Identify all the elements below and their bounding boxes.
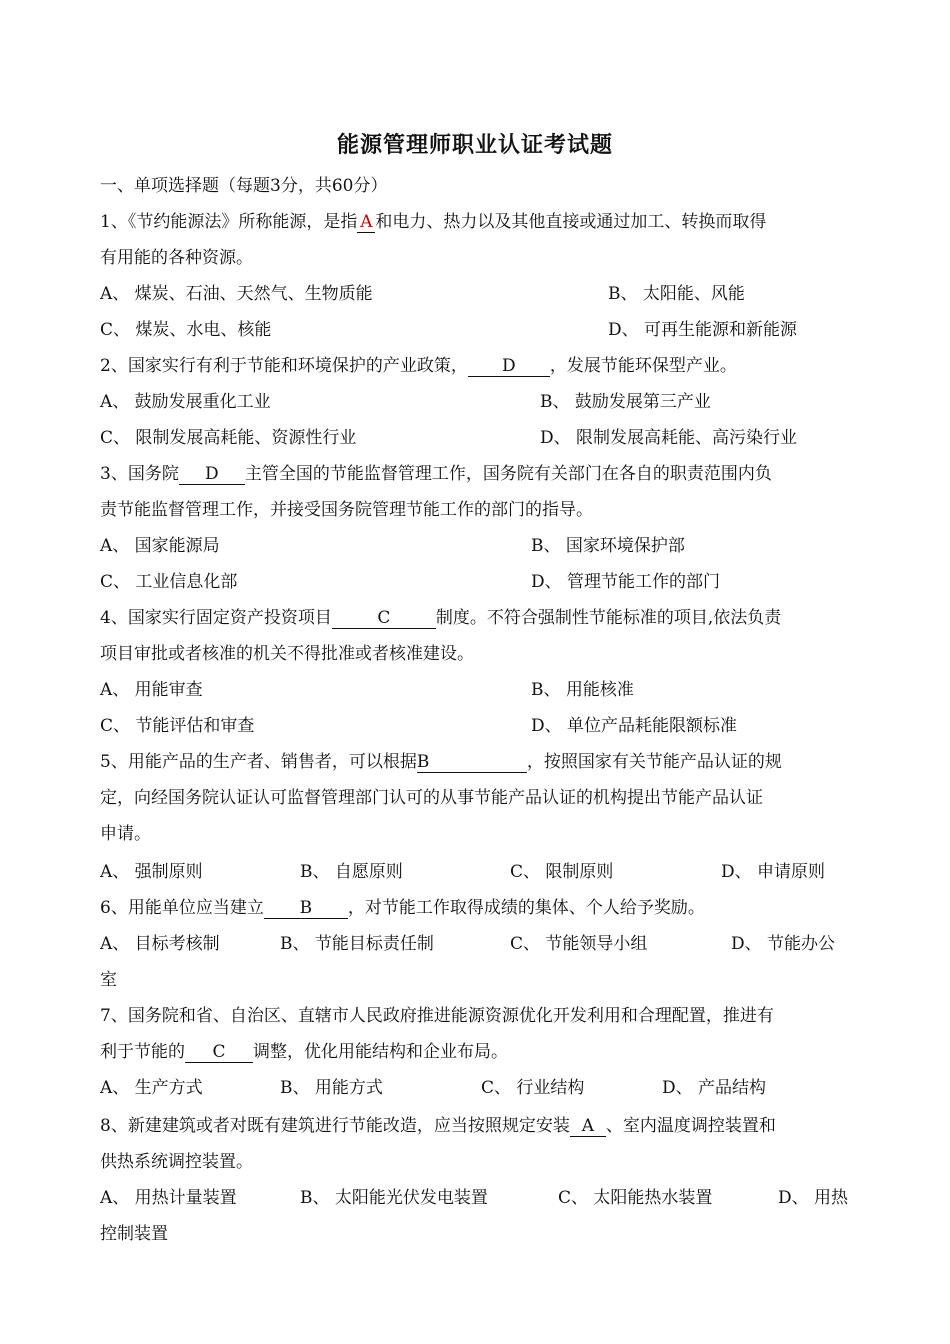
question-7-continued: 利于节能的 C 调整，优化用能结构和企业布局。 xyxy=(100,1042,508,1062)
option-a: A、 强制原则 xyxy=(100,862,203,882)
option-b: B、 太阳能、风能 xyxy=(608,284,745,304)
question-5-continued: 定，向经国务院认证认可监督管理部门认可的从事节能产品认证的机构提出节能产品认证 xyxy=(100,788,763,808)
option-b: B、 节能目标责任制 xyxy=(280,934,434,954)
option-d: D、 节能办公 xyxy=(731,934,836,954)
option-d-continued: 室 xyxy=(100,970,117,990)
option-c: C、 限制发展高耗能、资源性行业 xyxy=(100,428,357,448)
option-b: B、 国家环境保护部 xyxy=(531,536,685,556)
option-c: C、 节能领导小组 xyxy=(510,934,648,954)
question-2: 2、国家实行有利于节能和环境保护的产业政策， D ，发展节能环保型产业。 xyxy=(100,356,737,376)
answer-blank: B xyxy=(417,752,527,773)
answer-blank: B xyxy=(264,898,348,919)
question-5-continued-2: 申请。 xyxy=(100,824,151,844)
answer-blank: C xyxy=(332,608,436,629)
option-d: D、 产品结构 xyxy=(662,1078,767,1098)
document-title: 能源管理师职业认证考试题 xyxy=(336,133,613,158)
option-b: B、 自愿原则 xyxy=(300,862,403,882)
question-4: 4、国家实行固定资产投资项目 C 制度。不符合强制性节能标准的项目,依法负责 xyxy=(100,608,782,628)
option-c: C、 节能评估和审查 xyxy=(100,716,255,736)
question-3: 3、国务院 D 主管全国的节能监督管理工作，国务院有关部门在各自的职责范围内负 xyxy=(100,464,772,484)
section-heading: 一、单项选择题（每题3分，共60分） xyxy=(100,176,388,196)
option-b: B、 鼓励发展第三产业 xyxy=(540,392,711,412)
option-a: A、 国家能源局 xyxy=(100,536,220,556)
option-d: D、 可再生能源和新能源 xyxy=(608,320,798,340)
option-b: B、 用能核准 xyxy=(531,680,634,700)
option-c: C、 工业信息化部 xyxy=(100,572,238,592)
question-4-continued: 项目审批或者核准的机关不得批准或者核准建设。 xyxy=(100,644,474,664)
question-5: 5、用能产品的生产者、销售者，可以根据B ，按照国家有关节能产品认证的规 xyxy=(100,752,782,772)
option-c: C、 煤炭、水电、核能 xyxy=(100,320,272,340)
question-8-continued: 供热系统调控装置。 xyxy=(100,1152,253,1172)
option-a: A、 鼓励发展重化工业 xyxy=(100,392,271,412)
option-a: A、 用能审查 xyxy=(100,680,203,700)
option-a: A、 生产方式 xyxy=(100,1078,203,1098)
answer-blank: A xyxy=(357,212,375,233)
question-1: 1、《节约能源法》所称能源，是指 A 和电力、热力以及其他直接或通过加工、转换而取得 xyxy=(100,212,767,232)
option-d: D、 单位产品耗能限额标准 xyxy=(531,716,738,736)
answer-blank: C xyxy=(185,1042,253,1063)
answer-blank: D xyxy=(468,356,550,377)
option-c: C、 限制原则 xyxy=(510,862,614,882)
option-b: B、 用能方式 xyxy=(280,1078,383,1098)
option-c: C、 行业结构 xyxy=(481,1078,585,1098)
answer-blank: A xyxy=(570,1116,606,1137)
question-1-continued: 有用能的各种资源。 xyxy=(100,248,253,268)
option-d-continued: 控制装置 xyxy=(100,1224,168,1244)
option-d: D、 用热 xyxy=(778,1188,849,1208)
option-b: B、 太阳能光伏发电装置 xyxy=(300,1188,488,1208)
option-d: D、 申请原则 xyxy=(721,862,826,882)
option-a: A、 煤炭、石油、天然气、生物质能 xyxy=(100,284,373,304)
option-c: C、 太阳能热水装置 xyxy=(558,1188,713,1208)
question-6: 6、用能单位应当建立 B ，对节能工作取得成绩的集体、个人给予奖励。 xyxy=(100,898,705,918)
option-d: D、 管理节能工作的部门 xyxy=(531,572,721,592)
answer-blank: D xyxy=(179,464,245,485)
question-7: 7、国务院和省、自治区、直辖市人民政府推进能源资源优化开发利用和合理配置，推进有 xyxy=(100,1006,774,1026)
question-8: 8、新建建筑或者对既有建筑进行节能改造，应当按照规定安装 A 、室内温度调控装置和 xyxy=(100,1116,776,1136)
option-d: D、 限制发展高耗能、高污染行业 xyxy=(540,428,798,448)
option-a: A、 目标考核制 xyxy=(100,934,220,954)
option-a: A、 用热计量装置 xyxy=(100,1188,237,1208)
question-3-continued: 责节能监督管理工作，并接受国务院管理节能工作的部门的指导。 xyxy=(100,500,593,520)
